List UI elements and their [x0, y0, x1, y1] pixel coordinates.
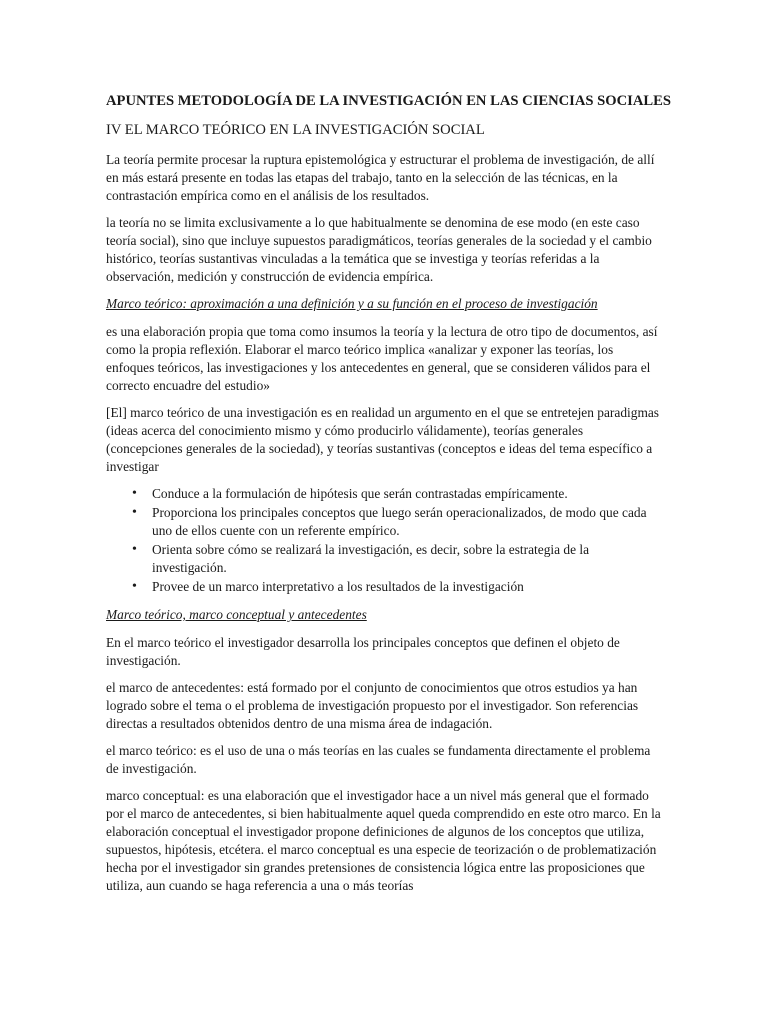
list-item: • Provee de un marco interpretativo a los resultados de la investigación: [152, 578, 662, 596]
frameworks-paragraph-4: marco conceptual: es una elaboración que el investigador hace a un nivel más general que el formado por el marco de antecedentes, si bien habitualmente aquel queda comprendido en este otro marco. En la elaboración conceptual el investigador propone definiciones de algunos de los conceptos que utiliza, supuestos, hipótesis, etcétera. el marco conceptual es una especie de teorización o de problematización hecha por el investigador sin grandes pretensiones de consistencia lógica entre las proposiciones que utiliza, aun cuando se haga referencia a una o más teorías: [106, 788, 661, 893]
definition-paragraph-1: es una elaboración propia que toma como insumos la teoría y la lectura de otro tipo de documentos, así como la propia reflexión. Elaborar el marco teórico implica «analizar y exponer las teorías, los enfoques teóricos, las investigaciones y los antecedentes en general, que se consideren válidos para el correcto encuadre del estudio»: [106, 324, 658, 393]
list-item: • Orienta sobre cómo se realizará la investigación, es decir, sobre la estrategia de la investigación.: [152, 541, 662, 577]
section-heading-frameworks: Marco teórico, marco conceptual y antecedentes: [106, 607, 367, 622]
intro-paragraph-2: la teoría no se limita exclusivamente a lo que habitualmente se denomina de ese modo (en este caso teoría social), sino que incluye supuestos paradigmáticos, teorías generales de la sociedad y el cambio histórico, teorías sustantivas vinculadas a la temática que se investiga y teorías referidas a la observación, medición y construcción de evidencia empírica.: [106, 215, 652, 284]
definition-paragraph-2: [El] marco teórico de una investigación es en realidad un argumento en el que se entretejen paradigmas (ideas acerca del conocimiento mismo y cómo producirlo válidamente), teorías generales (concepciones generales de la sociedad), y teorías sustantivas (conceptos e ideas del tema específico a investigar: [106, 405, 660, 474]
frameworks-paragraph-1: En el marco teórico el investigador desarrolla los principales conceptos que definen el objeto de investigación.: [106, 635, 620, 668]
document-title: APUNTES METODOLOGÍA DE LA INVESTIGACIÓN EN LAS CIENCIAS SOCIALES: [106, 93, 671, 109]
chapter-subtitle: IV EL MARCO TEÓRICO EN LA INVESTIGACIÓN SOCIAL: [106, 122, 485, 138]
frameworks-paragraph-2: el marco de antecedentes: está formado por el conjunto de conocimientos que otros estudios ya han logrado sobre el tema o el problema de investigación propuesto por el investigador. Son referencias directas a resultados obtenidos dentro de una misma área de indagación.: [106, 680, 639, 731]
intro-paragraph-1: La teoría permite procesar la ruptura epistemológica y estructurar el problema de investigación, de allí en más estará presente en todas las etapas del trabajo, tanto en la selección de las técnicas, en la contrastación empírica como en el análisis de los resultados.: [106, 152, 655, 203]
section-heading-definition: Marco teórico: aproximación a una definición y a su función en el proceso de investigación: [106, 296, 598, 311]
functions-list: [106, 485, 662, 596]
frameworks-paragraph-3: el marco teórico: es el uso de una o más teorías en las cuales se fundamenta directamente el problema de investigación.: [106, 743, 651, 776]
document-page: [106, 92, 671, 904]
list-item: • Conduce a la formulación de hipótesis que serán contrastadas empíricamente.: [152, 485, 662, 503]
list-item: • Proporciona los principales conceptos que luego serán operacionalizados, de modo que cada uno de ellos cuente con un referente empírico.: [152, 504, 662, 540]
